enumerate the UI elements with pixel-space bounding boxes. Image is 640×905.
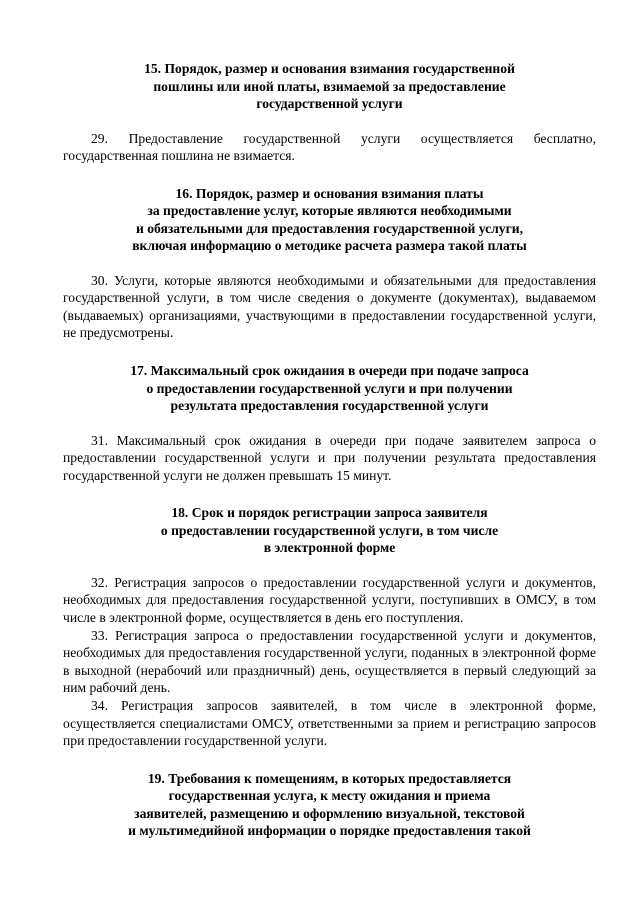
paragraph: 31. Максимальный срок ожидания в очереди при подаче заявителем запроса о предоставлении государственной услуги и при получении результата предоставления государственной услуги не должен превышать 15 минут. xyxy=(63,432,596,483)
paragraph: 29. Предоставление государственной услуги осуществляется бесплатно, государственная пошлина не взимается. xyxy=(63,130,596,164)
heading-line: и мультимедийной информации о порядке предоставления такой xyxy=(128,823,531,839)
heading-line: о предоставлении государственной услуги и при получении xyxy=(146,380,513,396)
heading-line: 16. Порядок, размер и основания взимания платы xyxy=(175,185,484,201)
paragraph: 33. Регистрация запроса о предоставлении государственной услуги и документов, необходимых для предоставления государственной услуги, поданных в электронной форме в выходной (нерабочий или праздничный) день, осуществляется в первый следующий за ним рабочий день. xyxy=(63,627,596,696)
paragraph: 32. Регистрация запросов о предоставлении государственной услуги и документов, необходимых для предоставления государственной услуги, поступивших в ОМСУ, в том числе в электронной форме, осуществляется в день его поступления. xyxy=(63,574,596,626)
heading-line: пошлины или иной платы, взимаемой за предоставление xyxy=(153,78,506,94)
heading-line: 19. Требования к помещениям, в которых предоставляется xyxy=(147,770,512,786)
heading-line: государственной услуги xyxy=(256,96,403,111)
heading-line: результата предоставления государственной услуги xyxy=(170,398,489,414)
section-heading xyxy=(63,770,596,840)
heading-line: и обязательными для предоставления государственной услуги, xyxy=(136,220,523,236)
paragraph: 30. Услуги, которые являются необходимыми и обязательными для предоставления государственной услуги, в том числе сведения о документе (документах), выдаваемом (выдаваемых) организациями, участвующими в предоставлении государственной услуги, не предусмотрены. xyxy=(63,272,596,341)
heading-line: заявителей, размещению и оформлению визуальной, текстовой xyxy=(134,805,525,821)
heading-line: государственная услуга, к месту ожидания и приема xyxy=(168,788,491,804)
heading-line: о предоставлении государственной услуги, в том числе xyxy=(160,522,499,538)
heading-line: в электронной форме xyxy=(263,540,396,556)
section-heading xyxy=(63,504,596,557)
heading-line: 18. Срок и порядок регистрации запроса заявителя xyxy=(171,505,488,521)
heading-line: включая информацию о методике расчета размера такой платы xyxy=(132,238,527,254)
heading-line: 17. Максимальный срок ожидания в очереди при подаче запроса xyxy=(130,363,529,379)
section-heading xyxy=(63,60,596,113)
heading-line: за предоставление услуг, которые являются необходимыми xyxy=(147,203,512,219)
heading-line: 15. Порядок, размер и основания взимания государственной xyxy=(144,61,515,76)
section-heading xyxy=(63,362,596,415)
section-heading xyxy=(63,185,596,255)
paragraph: 34. Регистрация запросов заявителей, в том числе в электронной форме, осуществляется специалистами ОМСУ, ответственными за прием и регистрацию запросов при предоставлении государственной услуги. xyxy=(63,698,596,749)
